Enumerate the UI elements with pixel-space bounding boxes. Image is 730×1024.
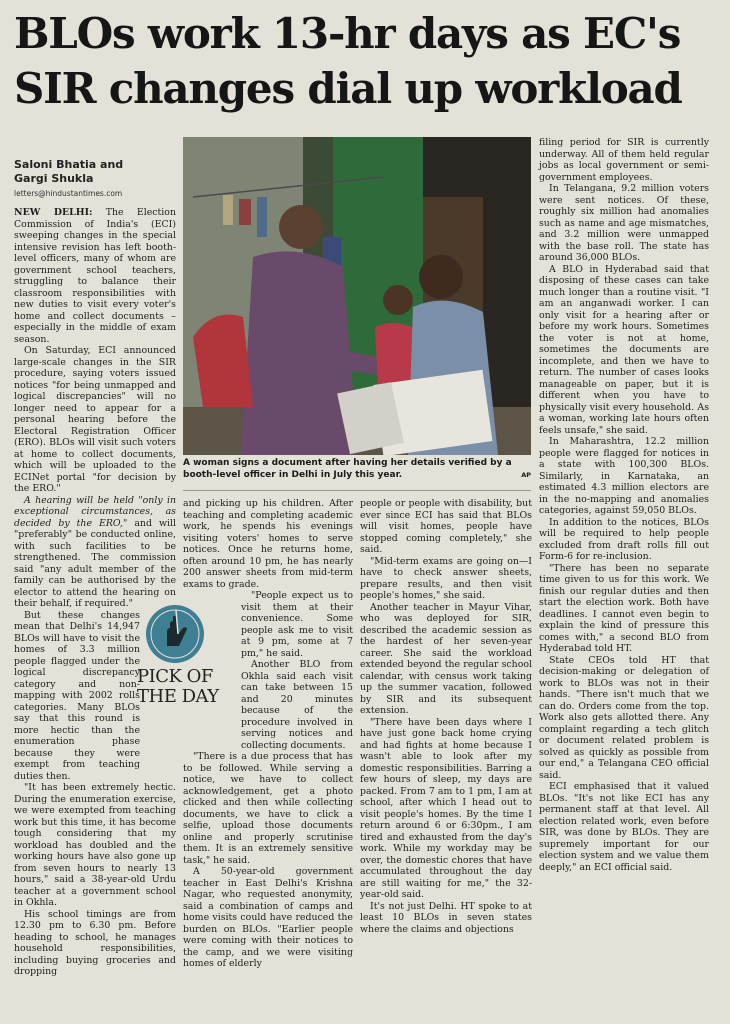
pick-line-2: THE DAY [137, 686, 219, 707]
paragraph: "There have been days where I have just gone back home crying and had fights at home because I wasn't able to look after my domestic responsibilities. Barring a few hours of sleep, my days are packed. From 7 am to 1 pm, I am at school, after which I head out to visit people's homes. By the time I return around 6 or 6:30pm., I am tired and exhausted from the day's work. While my workday may be over, the domestic chores that have accumulated throughout the day are still waiting for me," the 32-year-old said. [360, 716, 532, 900]
paragraph: It's not just Delhi. HT spoke to at least 10 BLOs in seven states where the claims and objections [360, 900, 532, 935]
photo-credit: AP [521, 470, 531, 479]
pick-line-1: PICK OF [137, 666, 213, 687]
photo-caption [183, 458, 531, 481]
italic-quote: A hearing will be held "only in exceptional circumstances, as decided by the ERO," [14, 494, 176, 529]
paragraph: "There is a due process that has to be followed. While serving a notice, we have to collect acknowledgement, get a photo clicked and then while collecting documents, we have to click a selfie, upload those documents online and properly scrutinise them. It is an extremely sensitive task," he said. [183, 751, 353, 866]
byline-email: letters@hindustantimes.com [14, 189, 123, 198]
byline [14, 158, 174, 186]
paragraph: In Telangana, 9.2 million voters were sent notices. Of these, roughly six million had anomalies such as name and age mismatches, and 3.2 million were unmapped with the base roll. The state has around 36,000 BLOs. [539, 183, 709, 263]
pick-of-the-day-label [137, 667, 219, 707]
article-column-1 [14, 207, 176, 978]
paragraph: In addition to the notices, BLOs will be required to help people excluded from draft rolls fill out Form-6 for re-inclusion. [539, 516, 709, 562]
paragraph: State CEOs told HT that decision-making or delegation of work to BLOs was not in their hands. "There isn't much that we can do. Orders come from the top. Work also gets allotted there. Any complaint regarding a tech glitch or document related problem is solved as quickly as possible from our end," a Telangana CEO official said. [539, 654, 709, 781]
paragraph: "Mid-term exams are going on—I have to check answer sheets, prepare results, and then visit people's homes," she said. [360, 555, 532, 601]
photo-illustration [183, 137, 531, 455]
article-column-2 [183, 498, 353, 970]
caption-text: A woman signs a document after having her details verified by a booth-level officer in Delhi in July this year. [183, 458, 512, 480]
caption-divider [183, 490, 531, 491]
article-column-3 [360, 498, 532, 935]
paragraph: On Saturday, ECI announced large-scale changes in the SIR procedure, saying voters issued notices "for being unmapped and logical discrepancies" will no longer need to appear for a personal hearing before the Electoral Registration Officer (ERO). BLOs will visit such voters at home to collect documents, which will be uploaded to the ECINet portal "for decision by the ERO." [14, 345, 176, 494]
headline-line-2: SIR changes dial up workload [14, 64, 682, 113]
paragraph: "People expect us to visit them at their convenience. Some people ask me to visit at 9 pm, some at 7 pm," he said. [241, 590, 353, 659]
paragraph: ECI emphasised that it valued BLOs. "It's not like ECI has any permanent staff at that level. All election related work, even before SIR, was done by BLOs. They are supremely important for our election system and we value them deeply," an ECI official said. [539, 781, 709, 873]
paragraph: "It has been extremely hectic. During the enumeration exercise, we were exempted from teaching work but this time, it has become tough considering that my workload has doubled and the working hours have also gone up from seven hours to nearly 13 hours," said a 38-year-old Urdu teacher at a government school in Okhla. [14, 782, 176, 908]
headline [14, 6, 718, 116]
paragraph: But these changes mean that Delhi's 14,947 BLOs will have to visit the homes of 3.3 million people flagged under the logical discrepancy category and non-mapping with 2002 rolls categories. Many BLOs say that this round is more hectic than the enumeration phase because they were exempt from teaching duties then. [14, 609, 140, 782]
paragraph: "There has been no separate time given to us for this work. We finish our regular duties and then start the election work. Both have deadlines. I cannot even begin to explain the kind of pressure this comes with," a second BLO from Hyderabad told HT. [539, 562, 709, 654]
paragraph: Another teacher in Mayur Vihar, who was deployed for SIR, described the academic session as the hardest of her seven-year career. She said the workload extended beyond the regular school calendar, with census work taking up the summer vacation, followed by SIR and its subsequent extension. [360, 601, 532, 716]
byline-names-2: Gargi Shukla [14, 172, 94, 185]
paragraph [14, 207, 176, 345]
paragraph [14, 495, 176, 610]
pick-of-the-day [137, 604, 217, 714]
paragraph: His school timings are from 12.30 pm to 6.30 pm. Before heading to school, he manages household responsibilities, including buying groceries and dropping [14, 908, 176, 977]
paragraph: and picking up his children. After teaching and completing academic work, he spends his evenings visiting voters' homes to serve notices. Once he returns home, often around 10 pm, he has nearly 200 answer sheets from mid-term exams to grade. [183, 498, 353, 590]
dateline: NEW DELHI: [14, 207, 93, 218]
paragraph: people or people with disability, but ever since ECI has said that BLOs will visit homes, people have stopped coming completely," she said. [360, 498, 532, 555]
byline-names-1: Saloni Bhatia and [14, 158, 124, 171]
paragraph: filing period for SIR is currently underway. All of them held regular jobs as local government or semi-government employees. [539, 137, 709, 183]
paragraph: A 50-year-old government teacher in East Delhi's Krishna Nagar, who requested anonymity, said a combination of camps and home visits could have reduced the burden on BLOs. "Earlier people were coming with their notices to the camp, and we were visiting homes of elderly [183, 866, 353, 969]
hand-with-pen-icon [145, 604, 205, 664]
article-column-4 [539, 137, 709, 873]
headline-line-1: BLOs work 13-hr days as EC's [14, 9, 681, 58]
paragraph: In Maharashtra, 12.2 million people were flagged for notices in a state with 100,300 BLOs. Similarly, in Karnataka, an estimated 4.3 million electors are in the no-mapping and anomalies categories, against 59,050 BLOs. [539, 436, 709, 516]
paragraph: Another BLO from Okhla said each visit can take between 15 and 20 minutes because of the procedure involved in serving notices and collecting documents. [241, 659, 353, 751]
paragraph: A BLO in Hyderabad said that disposing of these cases can take much longer than a routine visit. "I am an anganwadi worker. I can only visit for a hearing after or before my work hours. Sometimes the voter is not at home, sometimes the documents are incomplete, and then we have to return. The number of cases looks manageable on paper, but it is different when you have to physically visit every household. As a woman, working late hours often feels unsafe," she said. [539, 263, 709, 436]
news-photo [183, 137, 531, 455]
paragraph-text: The Election Commission of India's (ECI) sweeping changes in the special intensive revision has left booth-level officers, many of whom are government school teachers, struggling to balance their classroom responsibilities with new duties to visit every voter's home and collect documents – especially in the middle of exam season. [14, 207, 176, 345]
paragraph-text: and will "preferably" be conducted online, with such facilities to be strengthened. The commission said "any adult member of the family can be authorised by the elector to attend the hearing on their behalf, if required." [14, 517, 176, 609]
